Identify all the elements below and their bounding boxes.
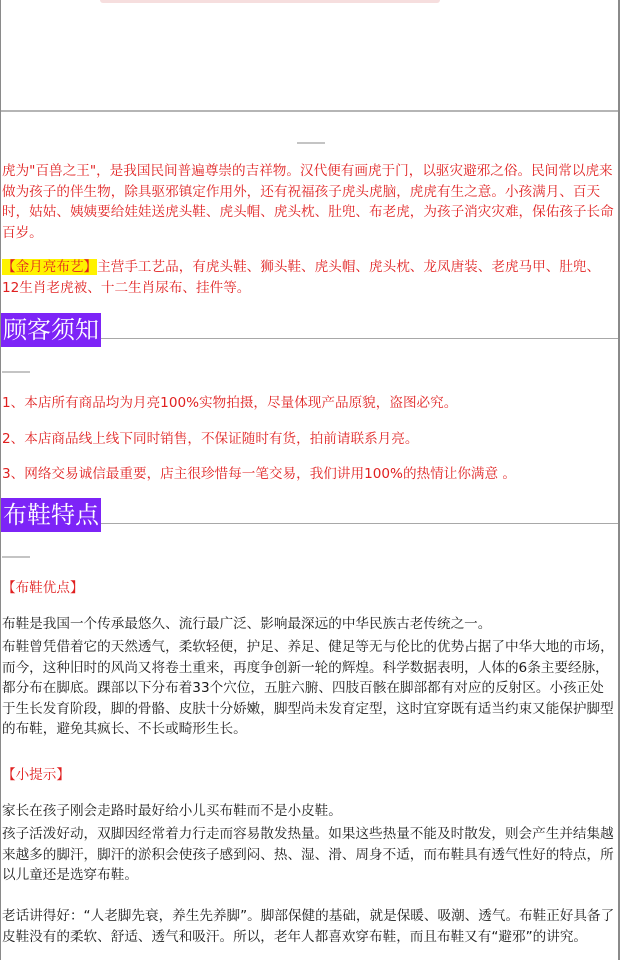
top-image-edge: [100, 0, 440, 3]
shop-description: 主营手工艺品，有虎头鞋、狮头鞋、虎头帽、虎头枕、龙凤唐装、老虎马甲、肚兜、12生肖老虎被、十二生肖尿布、挂件等。: [2, 259, 601, 296]
section-header-features: [1, 498, 618, 532]
section-title-notice: 顾客须知: [1, 313, 101, 347]
tips-line-1: 家长在孩子刚会走路时最好给小儿买布鞋而不是小皮鞋。: [2, 803, 342, 819]
advantages-line-1: 布鞋是我国一个传承最悠久、流行最广泛、影响最深远的中华民族古老传统之一。: [2, 616, 492, 632]
section-header-rule: [101, 523, 618, 524]
divider-short: [2, 371, 30, 373]
divider-top: [1, 110, 618, 112]
notice-item-2: 2、本店商品线上线下同时销售，不保证随时有货，拍前请联系月亮。: [2, 431, 419, 447]
notice-item-3: 3、网络交易诚信最重要，店主很珍惜每一笔交易，我们讲用100%的热情让你满意 。: [2, 466, 517, 482]
intro-paragraph: 虎为"百兽之王"，是我国民间普遍尊崇的吉祥物。汉代便有画虎于门，以驱灾避邪之俗。民间常以虎来做为孩子的伴生物，除具驱邪镇定作用外，还有祝福孩子虎头虎脑，虎虎有生之意。小孩满月、百天时，姑姑、姨姨要给娃娃送虎头鞋、虎头帽、虎头枕、肚兜、布老虎，为孩子消灾灾难，保佑孩子长命百岁。: [2, 163, 614, 241]
tips-line-2: 孩子活泼好动，双脚因经常着力行走而容易散发热量。如果这些热量不能及时散发，则会产生并结集越来越多的脚汗，脚汗的淤积会使孩子感到闷、热、湿、滑、周身不适，而布鞋具有透气性好的特点，所以儿童还是选穿布鞋。: [2, 826, 614, 883]
page-border-left: [0, 0, 1, 960]
shop-intro-paragraph: [2, 257, 616, 298]
divider-short: [297, 142, 325, 144]
section-title-features: 布鞋特点: [1, 498, 101, 532]
divider-short: [2, 556, 30, 558]
advantages-line-2: 布鞋曾凭借着它的天然透气，柔软轻便，护足、养足、健足等无与伦比的优势占据了中华大地的市场，而今，这种旧时的风尚又将卷土重来，再度争创新一轮的辉煌。科学数据表明，人体的6条主要经脉，都分布在脚底。踝部以下分布着33个穴位，五脏六腑、四肢百骸在脚部都有对应的反射区。小孩正处于生长发育阶段，脚的骨骼、皮肤十分娇嫩，脚型尚未发育定型，这时宜穿既有适当约束又能保护脚型的布鞋，避免其疯长、不长或畸形生长。: [2, 639, 614, 737]
shop-name-tag: 【金月亮布艺】: [2, 259, 98, 275]
notice-item-1: 1、本店所有商品均为月亮100%实物拍摄，尽量体现产品原貌，盗图必究。: [2, 395, 458, 411]
advantages-heading: 【布鞋优点】: [2, 580, 84, 596]
section-header-notice: [1, 313, 618, 347]
section-header-rule: [101, 338, 618, 339]
tips-heading: 【小提示】: [2, 767, 70, 783]
tips-line-3: 老话讲得好：“人老脚先衰，养生先养脚”。脚部保健的基础，就是保暖、吸潮、透气。布鞋正好具备了皮鞋没有的柔软、舒适、透气和吸汗。所以，老年人都喜欢穿布鞋，而且布鞋又有“避邪”的讲究。: [2, 908, 615, 945]
